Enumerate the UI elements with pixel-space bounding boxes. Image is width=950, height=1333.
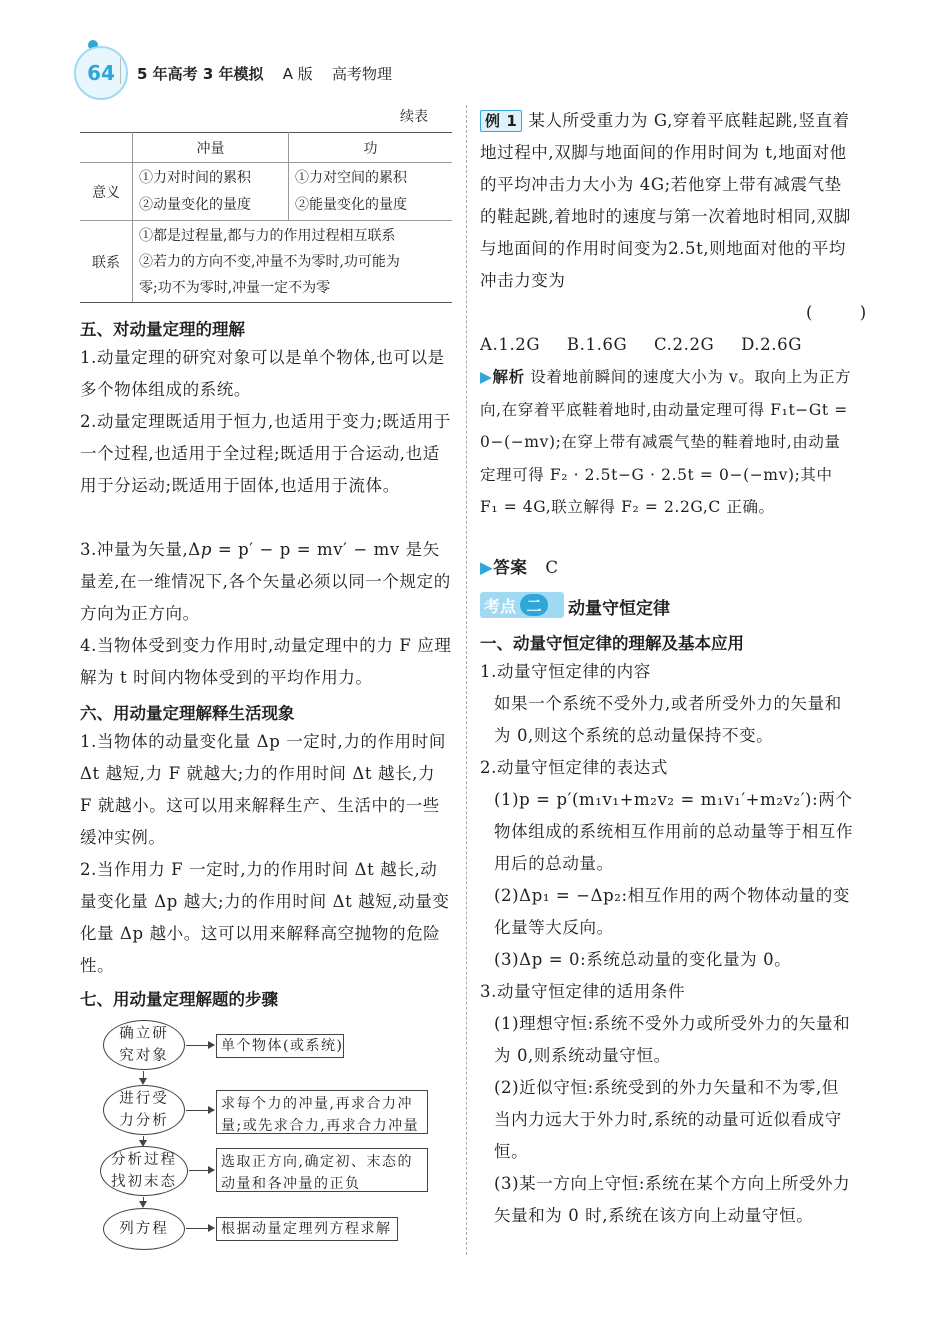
flow-step-1-line-a: 确立研 bbox=[119, 1026, 169, 1042]
flow-step-3-line-b: 找初末态 bbox=[111, 1174, 177, 1190]
section-6-title: 六、用动量定理解释生活现象 bbox=[80, 704, 295, 723]
column-divider bbox=[466, 105, 467, 1255]
key-point-label: 考点 bbox=[484, 596, 517, 616]
item-2-title: 2.动量守恒定律的表达式 bbox=[480, 758, 668, 777]
sec5-para-3-c: = p′ − p = mv′ − mv 是矢量差,在一维情况下,各个矢量必须以同一个规定的方向为正方向。 bbox=[80, 540, 451, 623]
flow-note-3 bbox=[216, 1148, 428, 1192]
options-row bbox=[480, 329, 854, 361]
flow-step-2-line-b: 力分析 bbox=[119, 1113, 169, 1129]
flow-step-3-line-a: 分析过程 bbox=[111, 1152, 177, 1168]
table-cell-work-meaning bbox=[289, 163, 453, 221]
flow-arrow-4 bbox=[186, 1228, 214, 1229]
answer-paren: ( ) bbox=[806, 303, 867, 322]
answer-label: 答案 bbox=[493, 558, 528, 577]
flow-step-3 bbox=[100, 1146, 188, 1196]
item-2-sub-2: (2)Δp₁ = −Δp₂:相互作用的两个物体动量的变化量等大反向。 bbox=[494, 886, 850, 937]
play-marker-icon: ▶ bbox=[480, 558, 494, 577]
flow-step-4: 列方程 bbox=[103, 1208, 185, 1250]
sec6-para-2: 2.当作用力 F 一定时,力的作用时间 Δt 越长,动量变化量 Δp 越大;力的作用时间 Δt 越短,动量变化量 Δp 越小。这可以用来解释高空抛物的危险性。 bbox=[80, 860, 450, 975]
sec5-para-1: 1.动量定理的研究对象可以是单个物体,也可以是多个物体组成的系统。 bbox=[80, 348, 445, 399]
cell-line: ①都是过程量,都与力的作用过程相互联系 bbox=[139, 227, 396, 244]
item-2-sub-3: (3)Δp = 0:系统总动量的变化量为 0。 bbox=[494, 950, 792, 969]
cell-line: ①力对空间的累积 bbox=[295, 169, 407, 186]
example-text: 某人所受重力为 G,穿着平底鞋起跳,竖直着地过程中,双脚与地面间的作用时间为 t,地面对他的平均冲击力大小为 4G;若他穿上带有减震气垫的鞋起跳,着地时的速度与第一次着地时相同,双脚与地面间的作用时间变为2.5t,则地面对他的平均冲击力变为 bbox=[480, 111, 851, 290]
flow-note-3-line-b: 动量和各冲量的正负 bbox=[221, 1176, 361, 1192]
sec5-para-4: 4.当物体受到变力作用时,动量定理中的力 F 应理解为 t 时间内物体受到的平均作用力。 bbox=[80, 636, 452, 687]
edition: A 版 bbox=[282, 65, 313, 83]
answer-value: C bbox=[545, 558, 559, 577]
flow-note-2 bbox=[216, 1090, 428, 1134]
sec5-para-3-a: 3.冲量为矢量,Δ bbox=[80, 540, 201, 559]
flow-step-2 bbox=[103, 1085, 185, 1135]
option-b: B.1.6G bbox=[566, 335, 628, 354]
table-row-label-meaning: 意义 bbox=[80, 163, 133, 221]
sec5-para-3-b: p bbox=[200, 540, 212, 559]
flow-note-2-line-a: 求每个力的冲量,再求合力冲 bbox=[221, 1096, 413, 1112]
table-cell-impulse-meaning bbox=[133, 163, 289, 221]
cell-line: ②动量变化的量度 bbox=[139, 196, 251, 213]
subject: 高考物理 bbox=[332, 65, 393, 83]
key-point-tag bbox=[480, 592, 564, 618]
item-3-sub-3: (3)某一方向上守恒:系统在某个方向上所受外力矢量和为 0 时,系统在该方向上动量守恒。 bbox=[494, 1174, 851, 1225]
flow-arrow-2 bbox=[186, 1110, 214, 1111]
table-corner bbox=[80, 133, 133, 163]
key-point-title: 动量守恒定律 bbox=[568, 599, 670, 619]
sec5-para-2: 2.动量定理既适用于恒力,也适用于变力;既适用于一个过程,也适用于全过程;既适用于合运动,也适用于分运动;既适用于固体,也适用于流体。 bbox=[80, 412, 451, 495]
impulse-work-table bbox=[80, 132, 452, 303]
flow-down-arrow-3 bbox=[143, 1197, 144, 1206]
cell-line: 零;功不为零时,冲量一定不为零 bbox=[139, 279, 331, 296]
key-point-number: 二 bbox=[520, 594, 548, 616]
flow-step-2-line-a: 进行受 bbox=[119, 1091, 169, 1107]
continued-label: 续表 bbox=[400, 109, 428, 125]
sec5-para-3 bbox=[80, 534, 452, 630]
flow-down-arrow-2 bbox=[143, 1136, 144, 1145]
analysis-label: 解析 bbox=[492, 368, 525, 386]
analysis-text: 设着地前瞬间的速度大小为 v。取向上为正方向,在穿着平底鞋着地时,由动量定理可得 F₁t−Gt = 0−(−mv);在穿上带有减震气垫的鞋着地时,由动量定理可得 F₂ · 2.5t−G · 2.5t = 0−(−mv);其中 F₁ = 4G,联立解得 F₂ = 2.2G,C 正确。 bbox=[480, 368, 852, 516]
section-7-title: 七、用动量定理解题的步骤 bbox=[80, 990, 278, 1009]
flow-step-1 bbox=[103, 1020, 185, 1070]
page-number: 64 bbox=[87, 61, 115, 85]
option-d: D.2.6G bbox=[741, 335, 802, 354]
flow-note-4: 根据动量定理列方程求解 bbox=[216, 1217, 398, 1241]
item-3-title: 3.动量守恒定律的适用条件 bbox=[480, 982, 686, 1001]
flow-arrow-3 bbox=[189, 1170, 214, 1171]
flow-down-arrow-1 bbox=[143, 1071, 144, 1083]
table-cell-relation bbox=[133, 221, 453, 303]
analysis-block bbox=[480, 361, 854, 524]
section-5-title: 五、对动量定理的理解 bbox=[80, 320, 245, 339]
item-3-sub-2: (2)近似守恒:系统受到的外力矢量和不为零,但当内力远大于外力时,系统的动量可近似看成守恒。 bbox=[494, 1078, 842, 1161]
flow-note-1: 单个物体(或系统) bbox=[216, 1034, 344, 1058]
item-1-text: 如果一个系统不受外力,或者所受外力的矢量和为 0,则这个系统的总动量保持不变。 bbox=[494, 694, 842, 745]
header-divider bbox=[120, 58, 121, 84]
book-title: 5 年高考 3 年模拟 bbox=[137, 65, 264, 83]
option-c: C.2.2G bbox=[654, 335, 715, 354]
table-row-label-relation: 联系 bbox=[80, 221, 133, 303]
flow-note-2-line-b: 量;或先求合力,再求合力冲量 bbox=[221, 1118, 420, 1134]
play-marker-icon: ▶ bbox=[480, 368, 493, 386]
cell-line: ①力对时间的累积 bbox=[139, 169, 251, 186]
flow-note-3-line-a: 选取正方向,确定初、末态的 bbox=[221, 1154, 413, 1170]
header-title bbox=[137, 63, 392, 84]
example-tag: 例 1 bbox=[480, 110, 522, 132]
item-3-sub-1: (1)理想守恒:系统不受外力或所受外力的矢量和为 0,则系统动量守恒。 bbox=[494, 1014, 851, 1065]
table-header-impulse: 冲量 bbox=[133, 133, 289, 163]
table-header-work: 功 bbox=[289, 133, 453, 163]
answer-block bbox=[480, 552, 559, 584]
flow-step-1-line-b: 究对象 bbox=[119, 1048, 169, 1064]
cell-line: ②若力的方向不变,冲量不为零时,功可能为 bbox=[139, 253, 400, 270]
option-a: A.1.2G bbox=[480, 335, 541, 354]
item-2-sub-1: (1)p = p′(m₁v₁+m₂v₂ = m₁v₁′+m₂v₂′):两个物体组成的系统相互作用前的总动量等于相互作用后的总动量。 bbox=[494, 790, 854, 873]
example-1 bbox=[480, 105, 854, 297]
cell-line: ②能量变化的量度 bbox=[295, 196, 407, 213]
flow-arrow-1 bbox=[186, 1045, 214, 1046]
sec6-para-1: 1.当物体的动量变化量 Δp 一定时,力的作用时间 Δt 越短,力 F 就越大;力的作用时间 Δt 越长,力 F 就越小。这可以用来解释生产、生活中的一些缓冲实例。 bbox=[80, 732, 446, 847]
item-1-title: 1.动量守恒定律的内容 bbox=[480, 662, 651, 681]
subsection-1-title: 一、动量守恒定律的理解及基本应用 bbox=[480, 634, 744, 653]
